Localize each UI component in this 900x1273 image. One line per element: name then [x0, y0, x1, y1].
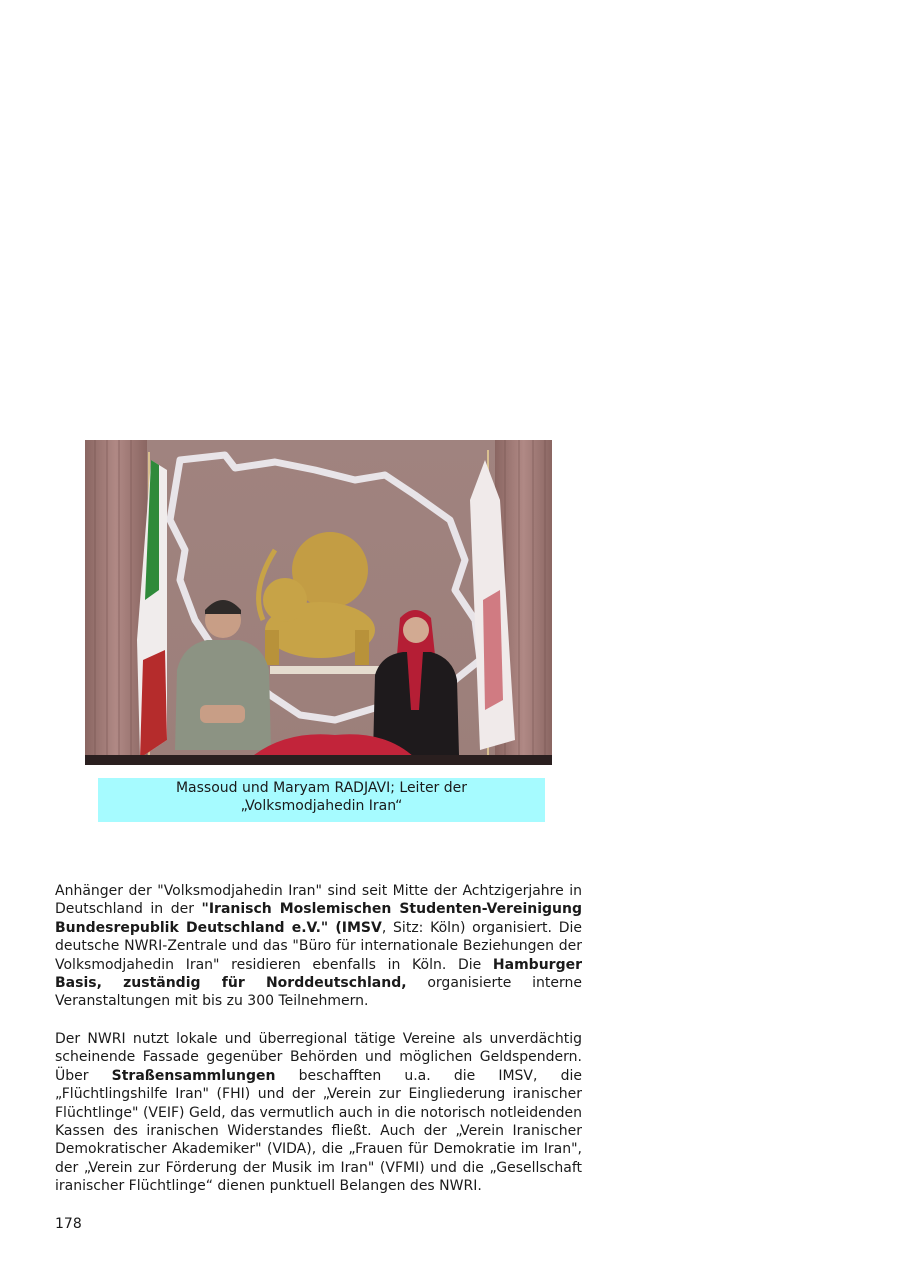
figure-caption: [98, 778, 545, 822]
paragraph1-run: Hamburger Basis, zuständig für Norddeutschland,: [55, 956, 582, 992]
paragraph1-run: Anhänger der "Volksmodjahedin Iran" sind seit Mitte der Achtzigerjahre in Deutschland in der: [55, 883, 582, 918]
paragraph-1: [55, 882, 582, 1011]
figure-photo: [85, 440, 552, 765]
caption-line-2: „Volksmodjahedin Iran“: [240, 798, 403, 814]
page-number: 178: [55, 1216, 82, 1232]
paragraph1-run: , Sitz: Köln) organisiert. Die deutsche NWRI-Zentrale und das "Büro für internationale Beziehungen der Volksmodjahedin Iran" residieren ebenfalls in Köln. Die: [55, 919, 583, 973]
paragraph-2: [55, 1030, 582, 1196]
paragraph1-run: organisierte interne Veranstaltungen mit bis zu 300 Teilnehmern.: [55, 975, 582, 1010]
paragraph2-run: Straßensammlungen: [111, 1067, 276, 1084]
caption-line-1: Massoud und Maryam RADJAVI; Leiter der: [175, 780, 468, 796]
paragraph2-run: beschafften u.a. die IMSV, die „Flüchtlingshilfe Iran" (FHI) und der „Verein zur Eingliederung iranischer Flüchtlinge" (VEIF) Geld, das vermutlich auch in die notorisch notleidenden Kassen des iranischen Widerstandes fließt. Auch der „Verein Iranischer Demokratischer Akademiker" (VIDA), die „Frauen für Demokratie im Iran", der „Verein zur Förderung der Musik im Iran" (VFMI) und die „Gesellschaft iranischer Flüchtlinge“ dienen punktuell Belangen des NWRI.: [55, 1067, 582, 1195]
paragraph2-run: Der NWRI nutzt lokale und überregional tätige Vereine als unverdächtig scheinende Fassade gegenüber Behörden und möglichen Geldspendern. Über: [55, 1031, 582, 1084]
photo-illustration: [85, 440, 552, 765]
paragraph1-run: "Iranisch Moslemischen Studenten-Vereinigung Bundesrepublik Deutschland e.V." (IMSV: [55, 901, 582, 936]
